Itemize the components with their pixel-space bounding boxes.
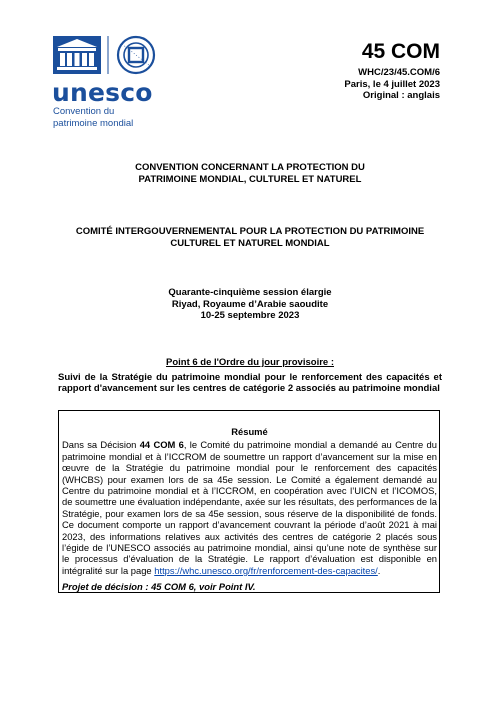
unesco-logo [52, 34, 170, 78]
logo-subtitle-line-1: Convention du [53, 106, 115, 117]
convention-title-line-2: PATRIMOINE MONDIAL, CULTUREL ET NATUREL [138, 173, 362, 185]
summary-title: Résumé [231, 426, 268, 437]
convention-title-line-1: CONVENTION CONCERNANT LA PROTECTION DU [135, 162, 365, 173]
place-date: Paris, le 4 juillet 2023 [344, 78, 440, 90]
summary-text [62, 439, 437, 576]
convention-title [40, 162, 460, 185]
logo-subtitle [53, 106, 133, 130]
draft-decision-note: Projet de décision : 45 COM 6, voir Point IV. [62, 581, 256, 593]
summary-text-intro: Dans sa Décision [62, 439, 140, 451]
logo-subtitle-line-2: patrimoine mondial [53, 118, 134, 129]
session-location: Riyad, Royaume d’Arabie saoudite [171, 298, 329, 310]
world-heritage-emblem-icon [118, 37, 154, 73]
committee-title-line-1: COMITÉ INTERGOUVERNEMENTAL POUR LA PROTECTION DU PATRIMOINE [75, 226, 425, 237]
capacity-building-link[interactable]: https://whc.unesco.org/fr/renforcement-des-capacites/ [154, 564, 378, 576]
logo-emblems [52, 34, 170, 78]
agenda-subject: Suivi de la Stratégie du patrimoine mondial pour le renforcement des capacités et rapport d'avancement sur les centres de catégorie 2 associés au patrimoine mondial [58, 371, 442, 394]
committee-title [40, 226, 460, 249]
unesco-temple-icon [53, 36, 101, 74]
summary-text-body: , le Comité du patrimoine mondial a demandé au Centre du patrimoine mondial et à l’ICCROM de soumettre un rapport d’avancement sur la mise en œuvre de la Stratégie du patrimoine mondial pour le renforcement des capacités (WHCBS) pour examen lors de sa 45e session. Le Comité a également demandé au Centre du patrimoine mondial et à l’ICCROM, en coopération avec l’UICN et l’ICOMOS, de soumettre une évaluation indépendante, axée sur les résultats, des performances de la Stratégie, pour examen lors de sa 45e session, sous réserve de la disponibilité de fonds. Ce document comporte un rapport d’avancement couvrant la période d’août 2021 à mai 2023, des informations relatives aux activités des centres de catégorie 2 placés sous l’égide de l’UNESCO associés au patrimoine mondial, ainsi qu’une note de synthèse sur le processus d’évaluation de la Stratégie. Le rapport d’évaluation est disponible en intégralité sur la page [62, 439, 437, 576]
original-language: Original : anglais [362, 90, 440, 101]
committee-title-line-2: CULTUREL ET NATUREL MONDIAL [170, 237, 330, 249]
agenda-item [58, 357, 442, 395]
session-info [40, 287, 460, 322]
logo-wordmark: unesco [52, 78, 153, 107]
session-dates: 10-25 septembre 2023 [200, 310, 300, 321]
doc-ref: WHC/23/45.COM/6 [358, 67, 440, 78]
agenda-point: Point 6 de l'Ordre du jour provisoire : [165, 357, 334, 368]
decision-reference: 44 COM 6 [139, 439, 184, 451]
session-code: 45 COM [361, 40, 440, 63]
summary-text-end: . [377, 564, 381, 576]
summary-box [58, 410, 440, 593]
session-name: Quarante-cinquième session élargie [168, 287, 332, 298]
document-reference [344, 67, 440, 102]
